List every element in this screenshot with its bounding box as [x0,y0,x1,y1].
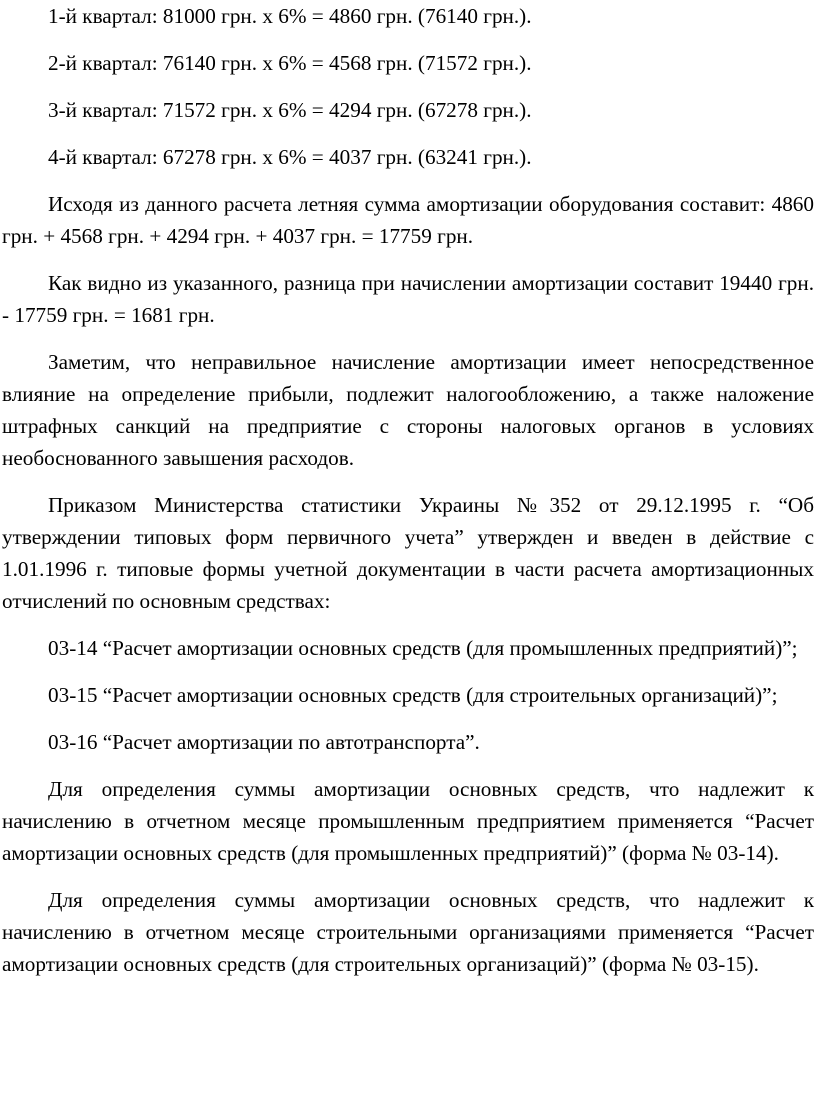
form-03-16-item: 03-16 “Расчет амортизации по автотранспорта”. [48,730,480,754]
document-page [2,0,814,980]
quarter-3-line: 3-й квартал: 71572 грн. х 6% = 4294 грн. (67278 грн.). [48,98,532,122]
difference-paragraph: Как видно из указанного, разница при начислении амортизации составит 19440 грн. - 17759 грн. = 1681 грн. [2,271,814,327]
form-03-14-item: 03-14 “Расчет амортизации основных средств (для промышленных предприятий)”; [48,636,798,660]
quarter-1-line: 1-й квартал: 81000 грн. х 6% = 4860 грн. (76140 грн.). [48,4,532,28]
construction-form-paragraph: Для определения суммы амортизации основных средств, что надлежит к начислению в отчетном месяце строительными организациями применяется “Расчет амортизации основных средств (для строительных организаций)” (форма № 03-15). [2,888,814,976]
industrial-form-paragraph: Для определения суммы амортизации основных средств, что надлежит к начислению в отчетном месяце промышленным предприятием применяется “Расчет амортизации основных средств (для промышленных предприятий)” (форма № 03-14). [2,777,814,865]
ministry-order-paragraph: Приказом Министерства статистики Украины №352 от 29.12.1995 г. “Об утверждении типовых форм первичного учета” утвержден и введен в действие с 1.01.1996 г. типовые формы учетной документации в части расчета амортизационных отчислений по основным средствах: [2,493,814,613]
annual-sum-paragraph: Исходя из данного расчета летняя сумма амортизации оборудования составит: 4860 грн. + 4568 грн. + 4294 грн. + 4037 грн. = 17759 грн. [2,192,814,248]
quarter-4-line: 4-й квартал: 67278 грн. х 6% = 4037 грн. (63241 грн.). [48,145,532,169]
form-03-15-item: 03-15 “Расчет амортизации основных средств (для строительных организаций)”; [48,683,778,707]
profit-impact-paragraph: Заметим, что неправильное начисление амортизации имеет непосредственное влияние на определение прибыли, подлежит налогообложению, а также наложение штрафных санкций на предприятие с стороны налоговых органов в условиях необоснованного завышения расходов. [2,350,814,470]
quarter-2-line: 2-й квартал: 76140 грн. х 6% = 4568 грн. (71572 грн.). [48,51,532,75]
